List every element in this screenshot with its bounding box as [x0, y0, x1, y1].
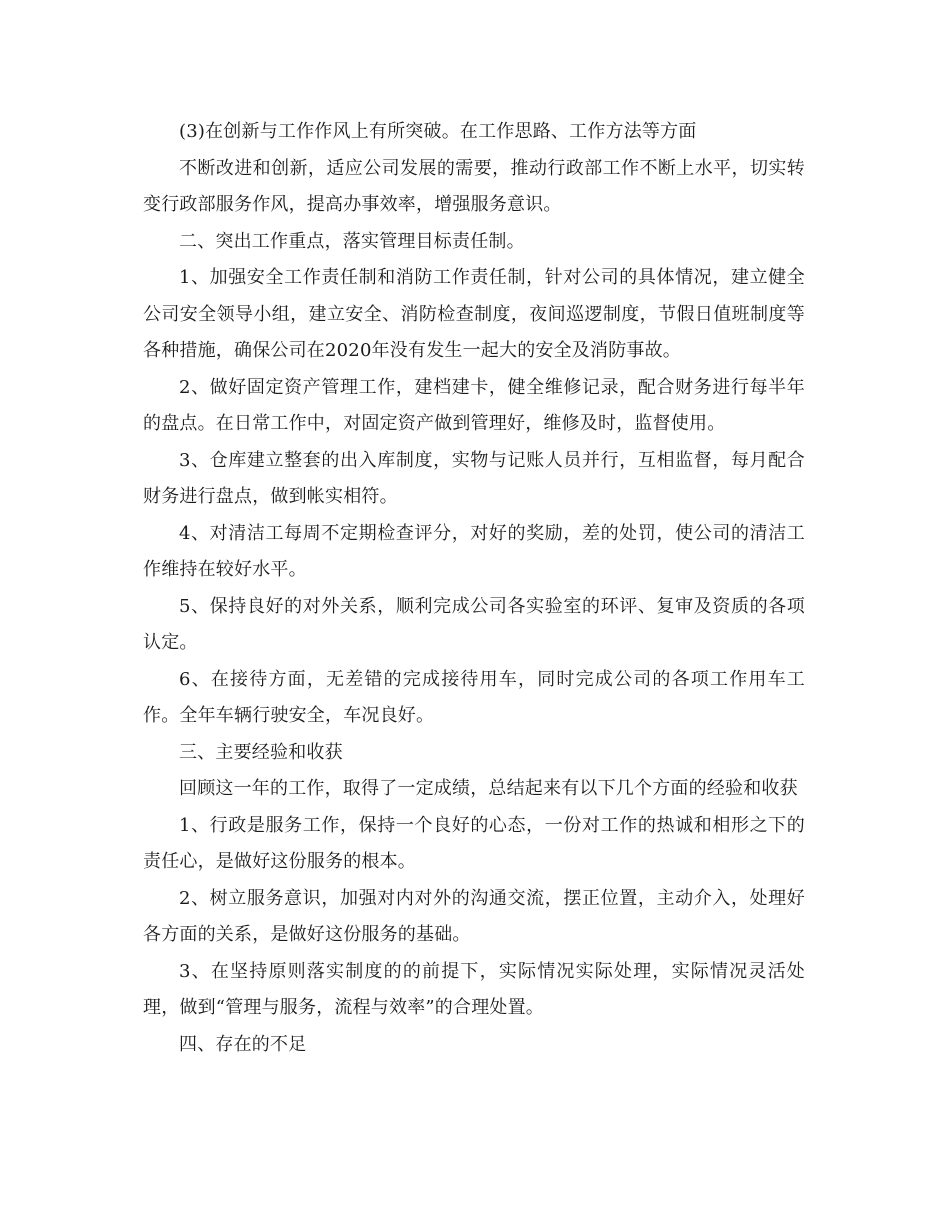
section-heading-3: 三、主要经验和收获	[179, 741, 343, 763]
paragraph-warehouse: 3、仓库建立整套的出入库制度，实物与记账人员并行，互相监督，每月配合财务进行盘点，做到帐实相符。	[143, 449, 805, 507]
section-heading-2: 二、突出工作重点，落实管理目标责任制。	[179, 230, 525, 252]
paragraph-experience-3: 3、在坚持原则落实制度的的前提下，实际情况实际处理，实际情况灵活处理，做到“管理与服务，流程与效率”的合理处置。	[143, 960, 805, 1018]
paragraph-review: 回顾这一年的工作，取得了一定成绩，总结起来有以下几个方面的经验和收获	[179, 778, 798, 799]
paragraph-reception: 6、在接待方面，无差错的完成接待用车，同时完成公司的各项工作用车工作。全年车辆行驶安全，车况良好。	[143, 668, 805, 726]
paragraph-external-relations: 5、保持良好的对外关系，顺利完成公司各实验室的环评、复审及资质的各项认定。	[143, 595, 805, 653]
paragraph-experience-1: 1、行政是服务工作，保持一个良好的心态，一份对工作的热诚和相形之下的责任心，是做好这份服务的根本。	[143, 814, 805, 872]
paragraph-safety: 1、加强安全工作责任制和消防工作责任制，针对公司的具体情况，建立健全公司安全领导小组，建立安全、消防检查制度，夜间巡逻制度，节假日值班制度等各种措施，确保公司在2020年没有发生一起大的安全及消防事故。	[143, 267, 805, 361]
section-heading-4: 四、存在的不足	[179, 1033, 307, 1055]
paragraph-fixed-assets: 2、做好固定资产管理工作，建档建卡，健全维修记录，配合财务进行每半年的盘点。在日常工作中，对固定资产做到管理好，维修及时，监督使用。	[143, 376, 805, 434]
paragraph-cleaning: 4、对清洁工每周不定期检查评分，对好的奖励，差的处罚，使公司的清洁工作维持在较好水平。	[143, 522, 805, 580]
paragraph-2: 不断改进和创新，适应公司发展的需要，推动行政部工作不断上水平，切实转变行政部服务作风，提高办事效率，增强服务意识。	[143, 157, 805, 215]
paragraph-1: (3)在创新与工作作风上有所突破。在工作思路、工作方法等方面	[179, 121, 697, 142]
document-body	[143, 114, 805, 1063]
paragraph-experience-2: 2、树立服务意识，加强对内对外的沟通交流，摆正位置，主动介入，处理好各方面的关系，是做好这份服务的基础。	[143, 887, 805, 945]
